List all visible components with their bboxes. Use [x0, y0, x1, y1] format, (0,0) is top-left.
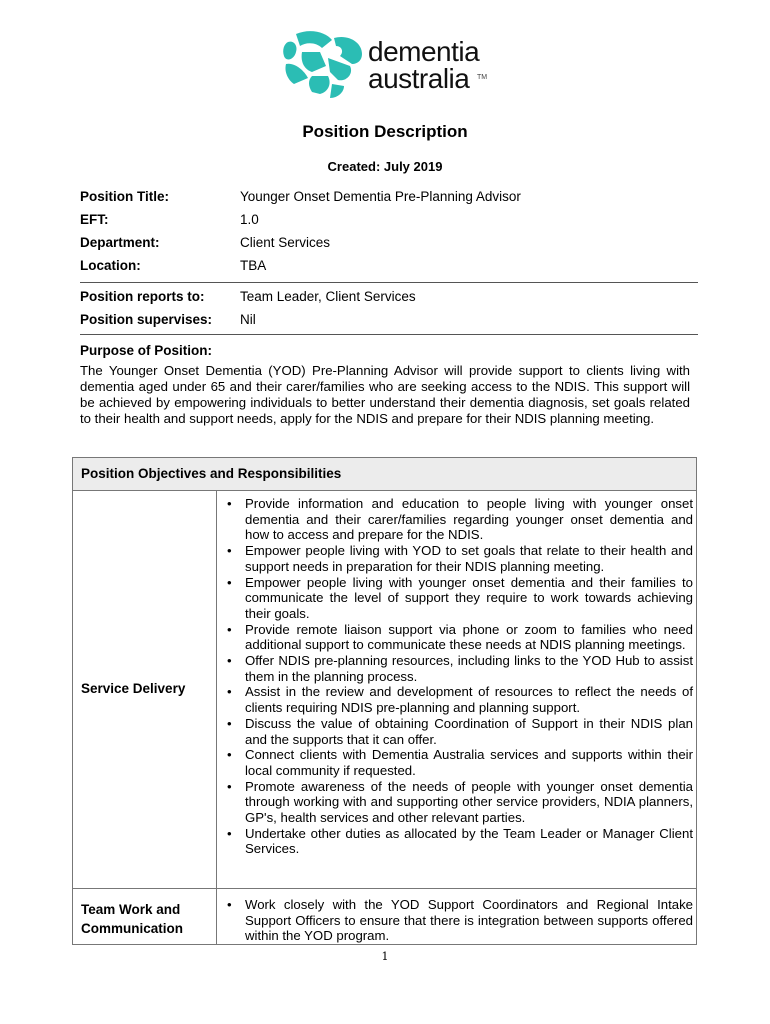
created-date: Created: July 2019 — [327, 159, 443, 174]
list-item: • Undertake other duties as allocated by the Team Leader or Manager Client Services. — [223, 826, 693, 857]
purpose-heading: Purpose of Position: — [80, 343, 213, 358]
list-item: • Empower people living with YOD to set goals that relate to their health and support needs in preparation for their NDIS planning meeting. — [223, 543, 693, 574]
objectives-table-header — [73, 458, 696, 491]
page-number: 1 — [381, 950, 389, 963]
detail-label: Position Title: — [80, 189, 170, 204]
page-title: Position Description — [302, 122, 468, 141]
detail-value: Client Services — [240, 235, 331, 250]
table-row-divider — [73, 888, 696, 889]
detail-value: 1.0 — [240, 212, 259, 227]
detail-label: Position supervises: — [80, 312, 213, 327]
detail-label: Position reports to: — [80, 289, 205, 304]
list-item: • Promote awareness of the needs of people with younger onset dementia through working with and supporting other service providers, NDIA planners, GP's, health services and other relevant parties. — [223, 779, 693, 826]
divider — [80, 282, 698, 283]
list-item: • Empower people living with younger onset dementia and their families to communicate the level of support they require to work towards achieving their goals. — [223, 575, 693, 622]
service-delivery-list — [223, 496, 693, 857]
dementia-australia-logo — [282, 30, 492, 102]
detail-label: EFT: — [80, 212, 109, 227]
brain-logo-icon — [282, 30, 366, 100]
list-item: • Connect clients with Dementia Australia services and supports within their local community if requested. — [223, 747, 693, 778]
detail-label: Location: — [80, 258, 141, 273]
divider — [80, 334, 698, 335]
trademark-mark: TM — [477, 74, 488, 81]
objectives-table — [72, 457, 697, 945]
section-label-service-delivery: Service Delivery — [81, 681, 186, 696]
team-work-list — [223, 897, 693, 944]
detail-value: Younger Onset Dementia Pre-Planning Advisor — [240, 189, 521, 204]
objectives-table-heading: Position Objectives and Responsibilities — [81, 466, 342, 481]
list-item: • Offer NDIS pre-planning resources, including links to the YOD Hub to assist them in the planning process. — [223, 653, 693, 684]
section-label-team-work: Team Work and Communication — [81, 902, 184, 936]
list-item: • Discuss the value of obtaining Coordination of Support in their NDIS plan and the supports that it can offer. — [223, 716, 693, 747]
logo-wordmark: dementia australia — [368, 36, 480, 94]
list-item: • Assist in the review and development of resources to reflect the needs of clients requiring NDIS pre-planning and planning support. — [223, 684, 693, 715]
table-column-divider — [216, 490, 217, 944]
detail-label: Department: — [80, 235, 160, 250]
detail-value: TBA — [240, 258, 267, 273]
list-item: • Work closely with the YOD Support Coordinators and Regional Intake Support Officers to ensure that there is integration between supports offered within the YOD program. — [223, 897, 693, 944]
list-item: • Provide remote liaison support via phone or zoom to families who need additional support to communicate these needs at NDIS planning meetings. — [223, 622, 693, 653]
detail-value: Nil — [240, 312, 256, 327]
list-item: • Provide information and education to people living with younger onset dementia and their carer/families regarding younger onset dementia and how to access and prepare for the NDIS. — [223, 496, 693, 543]
purpose-text: The Younger Onset Dementia (YOD) Pre-Planning Advisor will provide support to clients living with dementia aged under 65 and their carer/families who are seeking access to the NDIS. This support will be achieved by empowering individuals to better understand their dementia diagnosis, set goals related to their health and support needs, apply for the NDIS and prepare for their NDIS planning meeting. — [80, 363, 690, 426]
detail-value: Team Leader, Client Services — [240, 289, 416, 304]
